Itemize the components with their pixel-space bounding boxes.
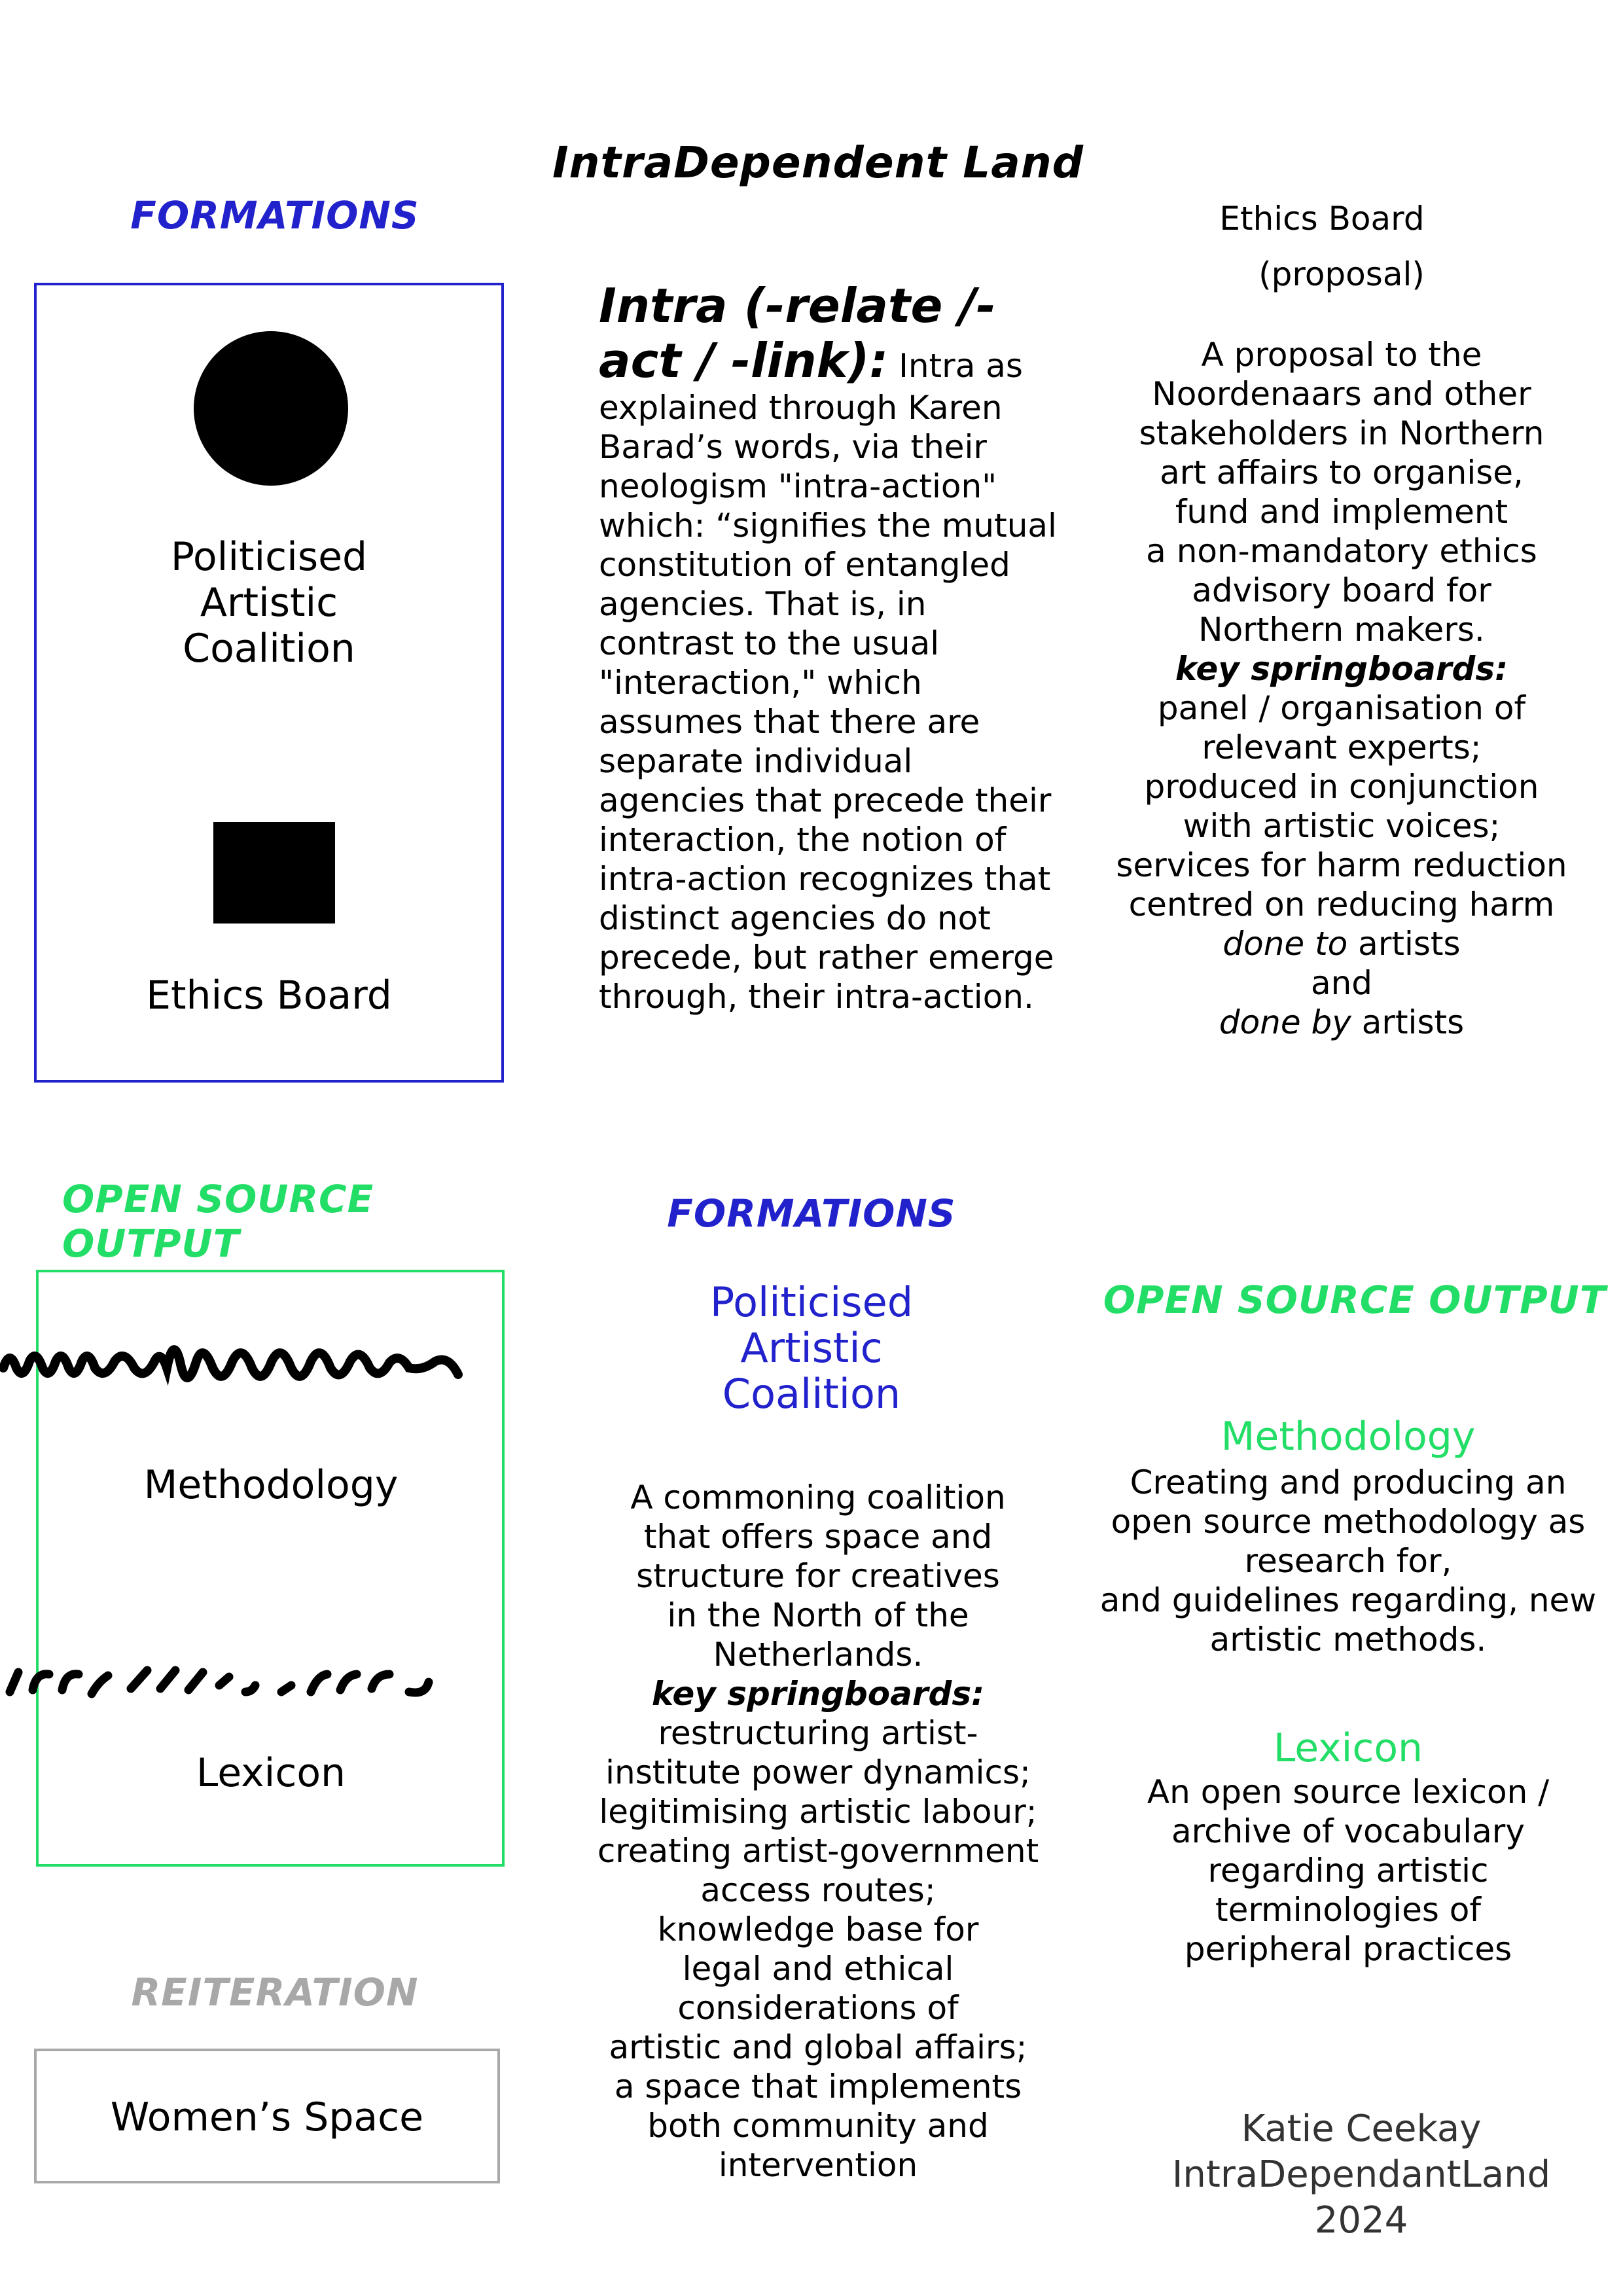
open-source-box-item-methodology: Methodology xyxy=(143,1462,399,1508)
square-icon xyxy=(213,822,335,924)
ethics-springboards-label: key springboards: xyxy=(1175,650,1508,688)
squiggle-line-icon xyxy=(0,1322,471,1401)
ethics-artists-2: artists xyxy=(1351,1003,1465,1041)
methodology-title: Methodology xyxy=(1221,1414,1476,1460)
middle-coalition-title: Politicised Artistic Coalition xyxy=(709,1278,914,1418)
middle-formations-heading: FORMATIONS xyxy=(667,1191,956,1236)
formations-box-item-coalition: Politicised Artistic Coalition xyxy=(170,534,368,672)
ethics-springboards: panel / organisation of relevant experts; produced in conjunction with artistic voices; services for harm reduction centred on reducing harm xyxy=(1116,689,1567,924)
intra-text: Intra as explained through Karen Barad’s words, via their neologism "intra-action" which: “signifies the mutual constitution of entangled agencies. That is, in contrast to the usual "interaction," which assumes that there are separate individual agencies that precede their interaction, the notion of intra-action recognizes that distinct agencies do not precede, but rather emerge through, their intra-action. xyxy=(599,347,1057,1016)
intra-term: Intra (-relate /-act / -link): xyxy=(599,278,996,388)
coalition-springboards-label: key springboards: xyxy=(651,1675,985,1713)
formations-box xyxy=(34,283,504,1083)
ethics-done-by: done by xyxy=(1219,1003,1351,1041)
right-open-source-heading: OPEN SOURCE OUTPUT xyxy=(1103,1278,1607,1322)
ethics-title: Ethics Board xyxy=(1219,200,1425,238)
ethics-proposal xyxy=(1099,335,1584,1042)
lexicon-title: Lexicon xyxy=(1273,1725,1423,1771)
reiteration-box-item-womens-space: Women’s Space xyxy=(110,2094,424,2140)
coalition-body: A commoning coalition that offers space and structure for creatives in the North of the Netherlands. xyxy=(630,1479,1006,1674)
ethics-subtitle: (proposal) xyxy=(1258,255,1425,293)
signature-project: IntraDependantLand xyxy=(1171,2153,1551,2196)
ethics-done-by-line xyxy=(1099,1003,1584,1042)
ethics-artists-1: artists xyxy=(1347,925,1461,963)
methodology-body: Creating and producing an open source methodology as research for, and guidelines regarding, new artistic methods. xyxy=(1099,1463,1597,1659)
signature-year: 2024 xyxy=(1314,2199,1408,2242)
circle-icon xyxy=(194,331,348,486)
intra-definition xyxy=(599,278,1057,1016)
lexicon-body: An open source lexicon / archive of vocabulary regarding artistic terminologies of peripheral practices xyxy=(1147,1773,1550,1968)
ethics-done-to-line xyxy=(1099,924,1584,963)
open-source-heading: OPEN SOURCE OUTPUT xyxy=(62,1177,374,1266)
page-title: IntraDependent Land xyxy=(552,137,1084,188)
signature-name: Katie Ceekay xyxy=(1241,2108,1482,2150)
dashes-line-icon xyxy=(0,1656,458,1708)
ethics-and: and xyxy=(1310,964,1373,1002)
coalition-springboards: restructuring artist- institute power dynamics; legitimising artistic labour; creating artist-government access routes; knowledge base for legal and ethical considerations of artistic and global affairs; a space that implements both community and intervention xyxy=(597,1714,1039,2184)
formations-box-item-ethics: Ethics Board xyxy=(146,973,392,1018)
ethics-body: A proposal to the Noordenaars and other stakeholders in Northern art affairs to organise, fund and implement a non-mandatory ethics advisory board for Northern makers. xyxy=(1139,336,1544,649)
formations-heading: FORMATIONS xyxy=(130,193,419,238)
reiteration-heading: REITERATION xyxy=(131,1970,419,2015)
middle-coalition-description xyxy=(576,1478,1060,2185)
signature xyxy=(1152,2106,1571,2244)
ethics-done-to: done to xyxy=(1222,925,1348,963)
open-source-box-item-lexicon: Lexicon xyxy=(196,1750,346,1796)
reiteration-box xyxy=(34,2049,500,2183)
